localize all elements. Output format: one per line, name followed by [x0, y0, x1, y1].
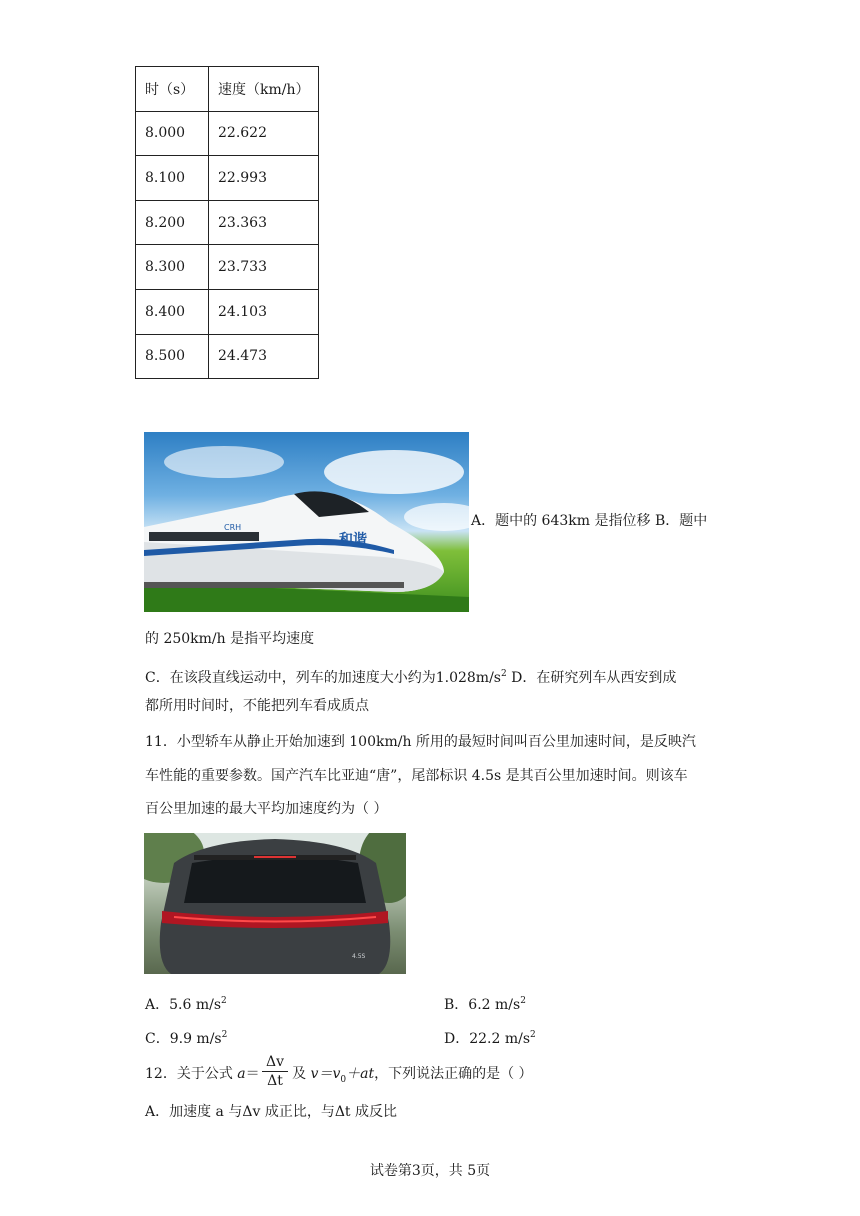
q12-var-a: a: [237, 1066, 246, 1082]
table-row: [136, 289, 319, 334]
q11-option-c: [145, 1025, 227, 1049]
fraction-numerator: Δv: [265, 1054, 285, 1070]
cell-time: 8.100: [136, 156, 209, 201]
option-ab-line1: A．题中的 643km 是指位移 B．题中: [471, 513, 708, 529]
fraction-denominator: Δt: [262, 1071, 288, 1091]
q11-stem-line2: 车性能的重要参数。国产汽车比亚迪“唐”，尾部标识 4.5s 是其百公里加速时间。则该车: [145, 768, 688, 784]
option-c-exponent: 2: [500, 669, 507, 679]
q12-prefix: 12．关于公式: [145, 1066, 238, 1082]
train-photo: [144, 432, 469, 612]
q11-option-a: [145, 991, 227, 1015]
table-row: [136, 245, 319, 290]
q12-formula2-end: ＋at: [346, 1066, 375, 1082]
table-row: [136, 111, 319, 156]
cell-speed: 24.103: [209, 289, 319, 334]
option-c: C．在该段直线运动中，列车的加速度大小约为1.028m/s: [145, 670, 501, 686]
car-photo: [144, 833, 406, 974]
q11-option-b-label: B．6.2 m/s: [444, 997, 521, 1013]
table-row: [136, 200, 319, 245]
crh-logo: CRH: [224, 523, 242, 532]
q11-option-c-exponent: 2: [221, 1030, 228, 1040]
q11-option-b-exponent: 2: [520, 996, 526, 1006]
option-ab-line2: 的 250km/h 是指平均速度: [145, 631, 315, 647]
table-row: [136, 334, 319, 379]
table-row: [136, 156, 319, 201]
cell-time: 8.200: [136, 200, 209, 245]
q12-suffix: ，下列说法正确的是（ ）: [374, 1066, 533, 1082]
q11-stem-line1: 11．小型轿车从静止开始加速到 100km/h 所用的最短时间叫百公里加速时间，是反映汽: [145, 734, 696, 750]
fraction: [262, 1054, 288, 1091]
q12-middle: 及: [287, 1066, 311, 1082]
speed-table: [135, 66, 319, 379]
cell-speed: 23.363: [209, 200, 319, 245]
cell-speed: 23.733: [209, 245, 319, 290]
header-time: 时（s）: [136, 67, 209, 112]
q11-option-d-exponent: 2: [530, 1030, 536, 1040]
option-d: D．在研究列车从西安到成: [506, 670, 677, 686]
cell-time: 8.300: [136, 245, 209, 290]
option-cd-line: [145, 664, 676, 688]
option-d-line2: 都所用时间时，不能把列车看成质点: [145, 698, 369, 714]
cell-speed: 22.993: [209, 156, 319, 201]
q12-equals: ＝: [245, 1066, 260, 1082]
q11-option-c-label: C．9.9 m/s: [145, 1031, 222, 1047]
page-footer: 试卷第3页，共 5页: [369, 1163, 491, 1179]
q12-formula2: v＝v: [310, 1066, 341, 1082]
cell-time: 8.500: [136, 334, 209, 379]
q12-formula2-sub: 0: [340, 1074, 347, 1085]
q11-stem-line3: 百公里加速的最大平均加速度约为（ ）: [145, 801, 388, 817]
q12-option-a: A．加速度 a 与Δv 成正比，与Δt 成反比: [145, 1104, 398, 1120]
q11-option-a-label: A．5.6 m/s: [145, 997, 222, 1013]
q11-option-d: [444, 1025, 536, 1049]
cell-speed: 24.473: [209, 334, 319, 379]
cell-time: 8.000: [136, 111, 209, 156]
q11-option-d-label: D．22.2 m/s: [444, 1031, 531, 1047]
cell-speed: 22.622: [209, 111, 319, 156]
train-name-logo: 和谐: [339, 532, 367, 548]
q11-option-b: [444, 991, 526, 1015]
car-badge: 4.5S: [352, 953, 366, 960]
cell-time: 8.400: [136, 289, 209, 334]
q12-stem: [145, 1064, 533, 1090]
table-header-row: [136, 67, 319, 112]
q11-option-a-exponent: 2: [221, 996, 227, 1006]
header-speed: 速度（km/h）: [209, 67, 319, 112]
